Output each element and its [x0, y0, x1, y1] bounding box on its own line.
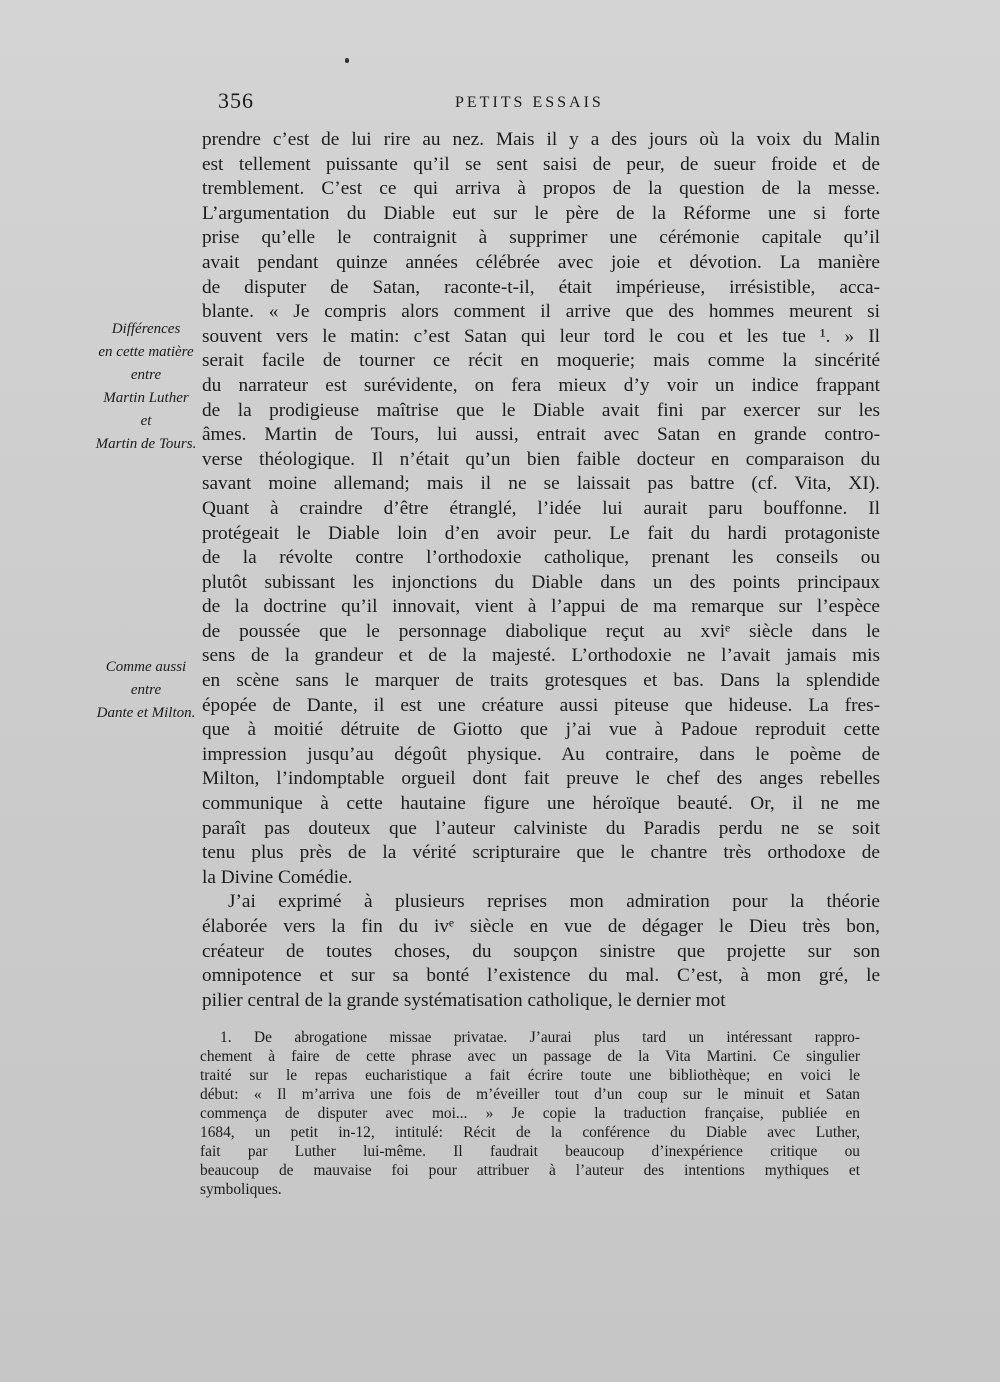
footnote-line: 1. De abrogatione missae privatae. J’aurai plus tard un intéressant rappro-	[220, 1029, 860, 1046]
margin-note-line: entre	[130, 682, 162, 698]
body-line: de poussée que le personnage diabolique reçut au xviᵉ siècle dans le	[202, 620, 880, 642]
margin-note-line: Martin Luther	[103, 390, 189, 406]
body-text	[202, 128, 880, 1013]
body-line: souvent vers le matin: c’est Satan qui leur tord le cou et les tue ¹. » Il	[202, 325, 880, 347]
page-number: 356	[218, 88, 254, 113]
footnote-line: traité sur le repas eucharistique a fait écrire toute une bibliothèque; en voici le	[200, 1067, 860, 1084]
body-line: tremblement. C’est ce qui arriva à propos de la question de la messe.	[202, 178, 880, 200]
body-line: en scène sans le marquer de traits grotesques et bas. Dans la splendide	[202, 670, 880, 692]
body-line: élaborée vers la fin du ivᵉ siècle en vue de dégager le Dieu très bon,	[202, 916, 880, 937]
body-line: communique à cette hautaine figure une héroïque beauté. Or, il ne me	[202, 793, 880, 815]
body-line: est tellement puissante qu’il se sent saisi de peur, de sueur froide et de	[202, 153, 880, 175]
footnote-line: fait par Luther lui-même. Il faudrait beaucoup d’inexpérience critique ou	[200, 1143, 860, 1160]
footnote-line: 1684, un petit in-12, intitulé: Récit de la conférence du Diable avec Luther,	[200, 1124, 860, 1141]
body-line: de la révolte contre l’orthodoxie catholique, prenant les conseils ou	[202, 547, 880, 569]
body-line: protégeait le Diable loin d’en avoir peur. Le fait du hardi protagoniste	[202, 522, 880, 544]
footnote-line: symboliques.	[200, 1181, 282, 1198]
body-line: que à moitié détruite de Giotto que j’ai vue à Padoue reproduit cette	[202, 719, 880, 741]
body-line: pilier central de la grande systématisation catholique, le dernier mot	[202, 989, 726, 1011]
body-line: paraît pas douteux que l’auteur calviniste du Paradis perdu ne se soit	[202, 817, 880, 839]
body-line: de la prodigieuse maîtrise que le Diable avait fini par exercer sur les	[202, 399, 880, 421]
margin-note-line: Différences	[111, 321, 181, 337]
margin-note-line: Comme aussi	[105, 659, 187, 675]
body-line: la Divine Comédie.	[202, 866, 353, 888]
body-line: L’argumentation du Diable eut sur le père de la Réforme une si forte	[202, 202, 880, 224]
body-line: prise qu’elle le contraignit à supprimer une cérémonie capitale qu’il	[202, 227, 880, 249]
margin-note-line: en cette matière	[98, 344, 194, 360]
body-line: Milton, l’indomptable orgueil dont fait preuve le chef des anges rebelles	[202, 768, 880, 790]
footnote-line: beaucoup de mauvaise foi pour attribuer à l’auteur des intentions mythiques et	[200, 1162, 860, 1179]
body-line: J’ai exprimé à plusieurs reprises mon admiration pour la théorie	[228, 891, 880, 913]
body-line: sens de la grandeur et de la majesté. L’orthodoxie ne l’avait jamais mis	[202, 645, 880, 667]
footnote-line: chement à faire de cette phrase avec un passage de la Vita Martini. Ce singulier	[200, 1048, 860, 1065]
margin-note-luther-tours	[84, 318, 208, 456]
footnote	[200, 1028, 860, 1199]
body-line: plutôt subissant les injonctions du Diable dans un des points principaux	[202, 571, 880, 593]
body-line: avait pendant quinze années célébrée avec joie et dévotion. La manière	[202, 251, 880, 273]
body-line: épopée de Dante, il est une créature aussi piteuse que hideuse. La fres-	[202, 694, 880, 716]
body-line: de la doctrine qu’il innovait, vient à l’appui de ma remarque sur l’espèce	[202, 596, 880, 618]
body-line: Quant à craindre d’être étranglé, l’idée lui aurait paru bouffonne. Il	[202, 497, 880, 519]
running-title: PETITS ESSAIS	[455, 94, 604, 111]
body-line: du narrateur est surévidente, on fera mieux d’y voir un indice frappant	[202, 374, 880, 396]
body-line: impression jusqu’au dégoût physique. Au contraire, dans le poème de	[202, 743, 880, 765]
margin-note-line: entre	[130, 367, 162, 383]
body-line: omnipotence et sur sa bonté l’existence du mal. C’est, à mon gré, le	[202, 965, 880, 987]
body-line: de disputer de Satan, raconte-t-il, était impérieuse, irrésistible, acca-	[202, 276, 880, 298]
body-line: verse théologique. Il n’était qu’un bien faible docteur en comparaison du	[202, 448, 880, 470]
body-line: prendre c’est de lui rire au nez. Mais il y a des jours où la voix du Malin	[202, 129, 880, 150]
margin-note-line: Martin de Tours.	[95, 436, 197, 452]
body-line: savant moine allemand; mais il ne se laissait pas battre (cf. Vita, XI).	[202, 473, 880, 495]
footnote-line: commença de disputer avec moi... » Je copie la traduction française, publiée en	[200, 1105, 860, 1122]
body-line: serait facile de tourner ce récit en moquerie; mais comme la sincérité	[202, 350, 880, 372]
margin-note-dante-milton	[84, 656, 208, 725]
ink-speck	[345, 58, 349, 63]
body-line: créateur de toutes choses, du soupçon sinistre que projette sur son	[202, 940, 880, 962]
margin-note-line: et	[140, 413, 152, 429]
body-line: blante. « Je compris alors comment il arrive que des hommes meurent si	[202, 301, 880, 323]
page-header	[0, 88, 1000, 122]
footnote-line: début: « Il m’arriva une fois de m’éveiller tout d’un coup sur le minuit et Satan	[200, 1086, 860, 1103]
body-line: tenu plus près de la vérité scripturaire que le chantre très orthodoxe de	[202, 842, 880, 864]
body-line: âmes. Martin de Tours, lui aussi, entrait avec Satan en grande contro-	[202, 424, 880, 446]
margin-note-line: Dante et Milton.	[96, 705, 196, 721]
